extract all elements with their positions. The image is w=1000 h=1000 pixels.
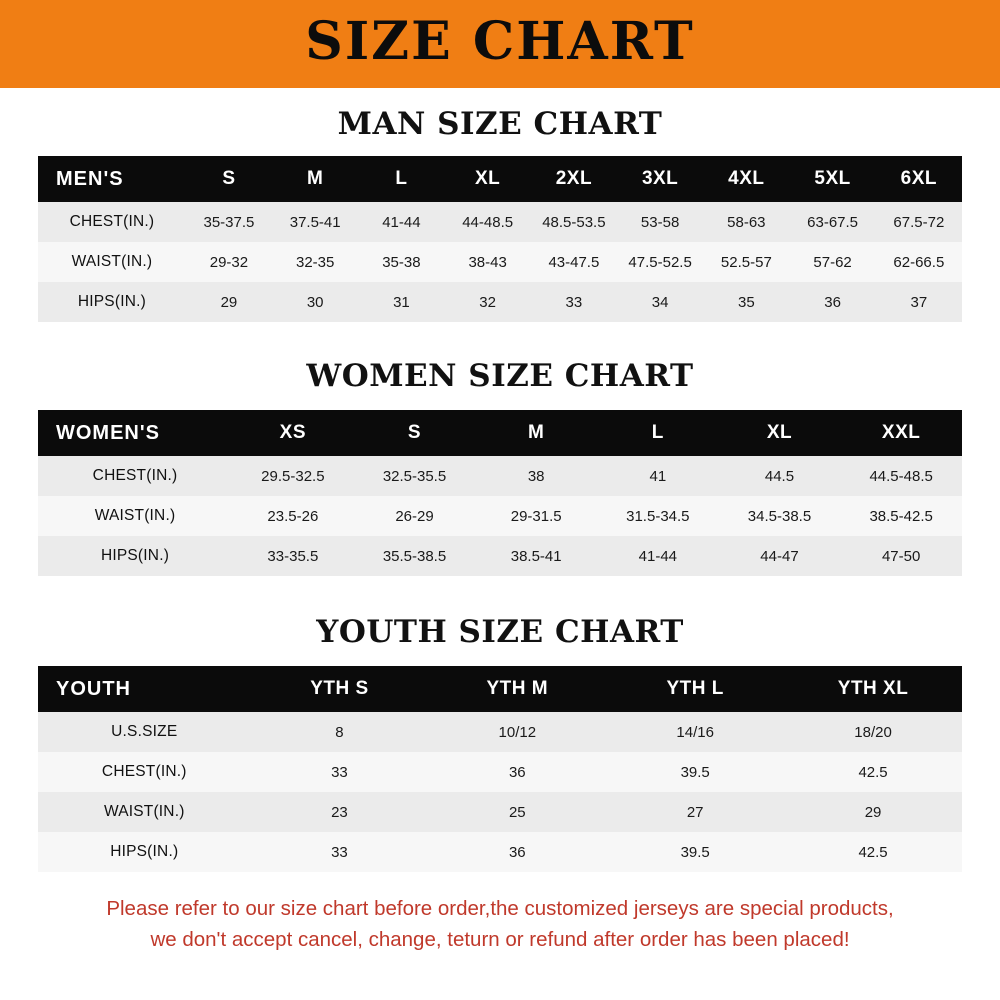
- women-cell-1-2: 29-31.5: [510, 507, 562, 525]
- youth-col-1: YTH M: [486, 678, 549, 699]
- youth-cell-2-3: 29: [864, 803, 882, 821]
- men-cell-0-7: 63-67.5: [807, 213, 859, 231]
- men-col-1: M: [307, 168, 324, 189]
- youth-col-2: YTH L: [666, 678, 724, 699]
- men-col-6: 4XL: [728, 168, 765, 189]
- men-cell-1-4: 43-47.5: [548, 253, 600, 271]
- men-cell-0-6: 58-63: [727, 213, 766, 231]
- men-cell-0-2: 41-44: [382, 213, 421, 231]
- men-cell-2-3: 32: [479, 293, 496, 311]
- men-col-7: 5XL: [814, 168, 851, 189]
- women-cell-2-1: 35.5-38.5: [382, 547, 447, 565]
- women-cell-2-5: 47-50: [881, 547, 921, 565]
- youth-cell-0-3: 18/20: [854, 723, 892, 741]
- men-cell-1-3: 38-43: [468, 253, 507, 271]
- men-size-table: [38, 156, 962, 322]
- women-col-1: S: [407, 422, 422, 443]
- men-row-0-label: CHEST(IN.): [69, 213, 155, 230]
- youth-cell-2-0: 23: [331, 803, 348, 821]
- order-notice: [26, 894, 974, 956]
- men-cell-0-0: 35-37.5: [203, 213, 255, 231]
- men-cell-2-2: 31: [393, 293, 410, 311]
- women-col-0: XS: [279, 422, 307, 443]
- table-header-row: [38, 666, 962, 712]
- women-row-0-label: CHEST(IN.): [92, 467, 178, 484]
- men-col-3: XL: [475, 168, 501, 189]
- men-cell-1-1: 32-35: [295, 253, 335, 271]
- men-cell-2-0: 29: [220, 293, 238, 311]
- page-banner: [0, 0, 1000, 88]
- youth-cell-1-2: 39.5: [680, 763, 710, 781]
- youth-cell-3-2: 39.5: [680, 843, 710, 861]
- men-cell-2-7: 36: [824, 293, 841, 311]
- women-size-table: [38, 410, 962, 576]
- men-cell-1-0: 29-32: [209, 253, 249, 271]
- table-row: [38, 496, 962, 536]
- women-cell-0-5: 44.5-48.5: [869, 467, 933, 485]
- youth-cell-1-3: 42.5: [858, 763, 888, 781]
- table-row: [38, 832, 962, 872]
- men-cell-0-8: 67.5-72: [893, 213, 945, 231]
- youth-row-2-label: WAIST(IN.): [103, 803, 185, 820]
- women-cell-2-2: 38.5-41: [510, 547, 562, 565]
- men-cell-2-1: 30: [306, 293, 324, 311]
- table-row: [38, 242, 962, 282]
- men-cell-1-7: 57-62: [813, 253, 852, 271]
- youth-row-3-label: HIPS(IN.): [110, 843, 179, 860]
- women-col-2: M: [528, 422, 545, 443]
- table-header-row: [38, 410, 962, 456]
- women-cell-0-2: 38: [527, 467, 545, 485]
- table-row: [38, 536, 962, 576]
- women-cell-1-1: 26-29: [395, 507, 434, 525]
- youth-cell-2-1: 25: [508, 803, 526, 821]
- men-col-4: 2XL: [555, 168, 593, 189]
- women-cell-1-4: 34.5-38.5: [747, 507, 812, 525]
- table-row: [38, 456, 962, 496]
- women-cell-1-3: 31.5-34.5: [626, 507, 690, 525]
- men-cell-0-4: 48.5-53.5: [542, 213, 606, 231]
- women-cell-0-3: 41: [649, 467, 667, 485]
- men-cell-2-6: 35: [738, 293, 755, 311]
- men-table-wrap: [38, 156, 962, 322]
- men-cell-0-3: 44-48.5: [462, 213, 514, 231]
- women-col-5: XXL: [881, 422, 921, 443]
- men-col-0: S: [222, 168, 236, 189]
- men-cell-1-6: 52.5-57: [720, 253, 772, 271]
- table-row: [38, 282, 962, 322]
- men-row-2-label: HIPS(IN.): [77, 293, 146, 310]
- table-row: [38, 202, 962, 242]
- table-row: [38, 752, 962, 792]
- women-cell-0-0: 29.5-32.5: [261, 467, 325, 485]
- women-section-title: WOMEN SIZE CHART: [306, 358, 694, 394]
- women-cell-2-0: 33-35.5: [267, 547, 319, 565]
- women-col-4: XL: [766, 422, 793, 443]
- men-cell-0-1: 37.5-41: [289, 213, 341, 231]
- youth-cell-1-0: 33: [331, 763, 348, 781]
- women-row-1-label: WAIST(IN.): [94, 507, 176, 524]
- youth-row-0-label: U.S.SIZE: [111, 723, 178, 740]
- women-col-3: L: [651, 422, 664, 443]
- men-cell-1-2: 35-38: [382, 253, 421, 271]
- youth-row-1-label: CHEST(IN.): [101, 763, 187, 780]
- youth-cell-3-0: 33: [331, 843, 348, 861]
- youth-cell-0-0: 8: [335, 723, 344, 741]
- men-row-1-label: WAIST(IN.): [71, 253, 153, 270]
- youth-table-wrap: [38, 666, 962, 872]
- order-notice-line-1: Please refer to our size chart before order,the customized jerseys are special products,: [106, 897, 894, 920]
- men-col-8: 6XL: [900, 168, 938, 189]
- men-cell-0-5: 53-58: [640, 213, 680, 231]
- women-table-wrap: [38, 410, 962, 576]
- table-header-row: [38, 156, 962, 202]
- men-cell-2-4: 33: [565, 293, 583, 311]
- page-title: SIZE CHART: [305, 11, 695, 72]
- women-cell-1-5: 38.5-42.5: [869, 507, 933, 525]
- youth-cell-3-1: 36: [508, 843, 526, 861]
- men-cell-1-5: 47.5-52.5: [628, 253, 692, 271]
- youth-section-title: YOUTH SIZE CHART: [316, 614, 684, 650]
- women-cell-0-4: 44.5: [764, 467, 795, 485]
- youth-col-3: YTH XL: [837, 678, 909, 699]
- youth-cell-0-1: 10/12: [498, 723, 537, 741]
- order-notice-line-2: we don't accept cancel, change, teturn or refund after order has been placed!: [150, 927, 850, 951]
- women-cell-1-0: 23.5-26: [267, 507, 319, 525]
- table-row: [38, 792, 962, 832]
- men-cell-2-5: 34: [651, 293, 669, 311]
- youth-cell-1-1: 36: [508, 763, 526, 781]
- men-col-2: L: [395, 168, 408, 189]
- youth-table-corner: YOUTH: [56, 677, 131, 700]
- women-cell-0-1: 32.5-35.5: [382, 467, 447, 485]
- youth-cell-2-2: 27: [686, 803, 704, 821]
- women-cell-2-4: 44-47: [760, 547, 799, 565]
- men-cell-1-8: 62-66.5: [893, 253, 945, 271]
- youth-col-0: YTH S: [310, 678, 369, 699]
- men-table-corner: MEN'S: [56, 167, 124, 190]
- men-cell-2-8: 37: [910, 293, 928, 311]
- men-col-5: 3XL: [641, 168, 679, 189]
- youth-cell-3-3: 42.5: [858, 843, 888, 861]
- women-row-2-label: HIPS(IN.): [100, 547, 170, 564]
- youth-size-table: [38, 666, 962, 872]
- women-table-corner: WOMEN'S: [56, 421, 160, 444]
- youth-cell-0-2: 14/16: [676, 723, 714, 741]
- women-cell-2-3: 41-44: [638, 547, 678, 565]
- men-section-title: MAN SIZE CHART: [337, 106, 663, 142]
- table-row: [38, 712, 962, 752]
